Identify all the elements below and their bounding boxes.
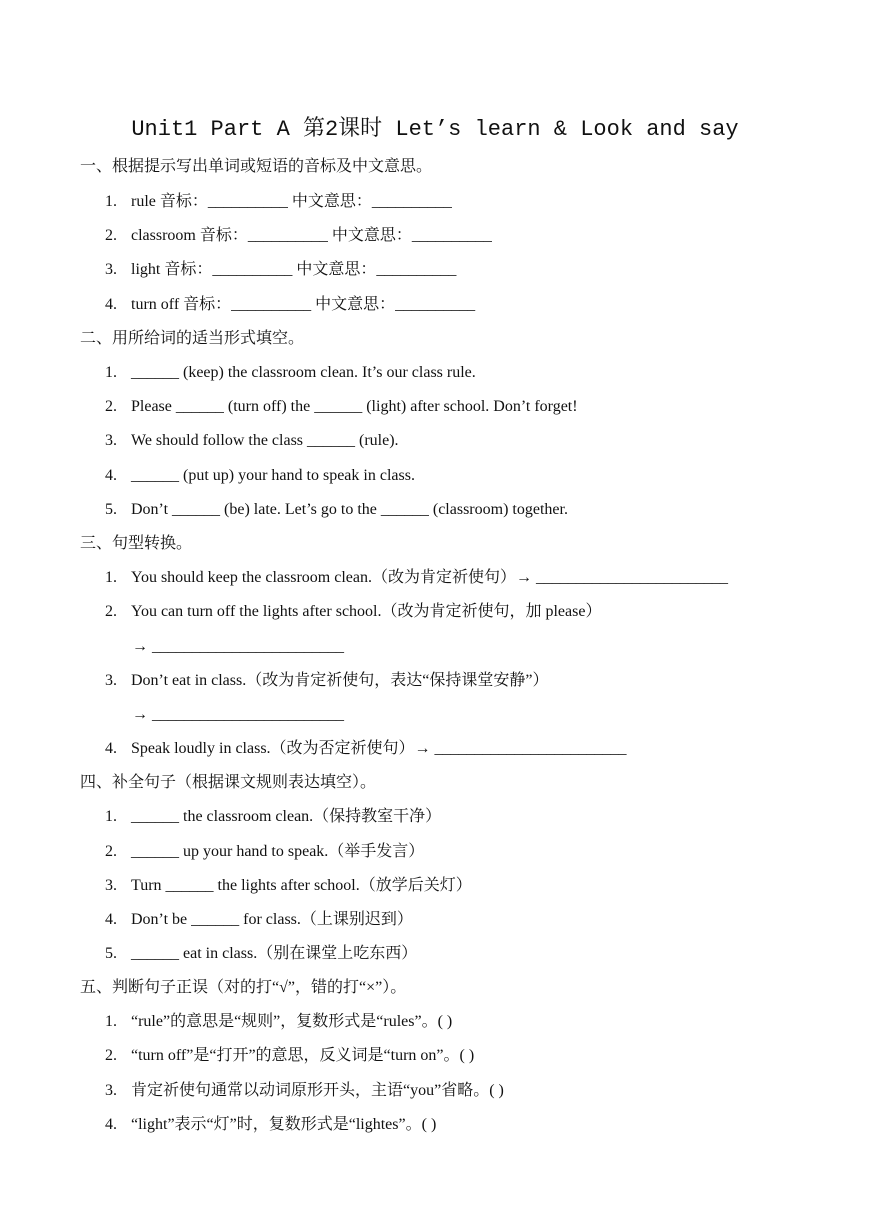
list-item <box>105 875 472 897</box>
item-number: 2. <box>105 843 117 860</box>
item-number: 3. <box>105 432 117 449</box>
list-item <box>105 191 452 213</box>
list-item <box>105 430 399 452</box>
item-text: light 音标：__________ 中文意思：__________ <box>131 261 457 278</box>
item-number: 1. <box>105 364 117 381</box>
answer-line: → ________________________ <box>132 638 344 655</box>
item-number: 1. <box>105 1013 117 1030</box>
item-number: 3. <box>105 261 117 278</box>
item-number: 4. <box>105 467 117 484</box>
item-number: 5. <box>105 501 117 518</box>
item-text: Turn ______ the lights after school.（放学后关灯） <box>131 877 472 894</box>
list-item <box>105 499 568 521</box>
item-number: 3. <box>105 672 117 689</box>
list-item <box>105 294 475 316</box>
item-number: 5. <box>105 945 117 962</box>
item-text: Don’t eat in class.（改为肯定祈使句，表达“保持课堂安静”） <box>131 672 549 689</box>
item-text: ______ the classroom clean.（保持教室干净） <box>131 808 442 825</box>
item-text: ______ eat in class.（别在课堂上吃东西） <box>131 945 418 962</box>
item-text: 肯定祈使句通常以动词原形开头，主语“you”省略。( ) <box>131 1082 504 1099</box>
item-text: Please ______ (turn off) the ______ (light) after school. Don’t forget! <box>131 398 578 415</box>
item-number: 4. <box>105 911 117 928</box>
list-item <box>105 362 476 384</box>
section-5-heading: 五、判断句子正误（对的打“√”，错的打“×”）。 <box>80 979 407 996</box>
item-number: 2. <box>105 398 117 415</box>
item-number: 1. <box>105 808 117 825</box>
answer-line: → ________________________ <box>132 706 344 723</box>
section-4-heading: 四、补全句子（根据课文规则表达填空）。 <box>80 774 377 791</box>
item-text: “turn off”是“打开”的意思，反义词是“turn on”。( ) <box>131 1047 475 1064</box>
section-2-heading: 二、用所给词的适当形式填空。 <box>80 330 305 347</box>
list-item <box>105 841 424 863</box>
item-number: 3. <box>105 877 117 894</box>
list-item <box>105 225 492 247</box>
item-number: 4. <box>105 1116 117 1133</box>
item-text: ______ up your hand to speak.（举手发言） <box>131 843 425 860</box>
section-1-heading: 一、根据提示写出单词或短语的音标及中文意思。 <box>80 158 433 175</box>
list-item <box>105 670 548 692</box>
page-title: Unit1 Part A 第2课时 Let’s learn & Look and say <box>131 117 739 142</box>
item-number: 2. <box>105 603 117 620</box>
item-text: rule 音标：__________ 中文意思：__________ <box>131 193 452 210</box>
list-item <box>105 738 627 760</box>
item-text: You should keep the classroom clean.（改为肯定祈使句）→ ________________________ <box>131 569 729 586</box>
item-number: 1. <box>105 193 117 210</box>
item-text: Speak loudly in class.（改为否定祈使句）→ ________________________ <box>131 740 627 757</box>
item-text: ______ (keep) the classroom clean. It’s our class rule. <box>131 364 476 381</box>
list-item <box>105 806 441 828</box>
list-item <box>105 601 601 623</box>
list-item <box>105 259 456 281</box>
item-number: 4. <box>105 740 117 757</box>
item-text: turn off 音标：__________ 中文意思：__________ <box>131 296 476 313</box>
list-item <box>105 1114 436 1136</box>
list-item <box>105 909 413 931</box>
list-item <box>105 567 728 589</box>
list-item <box>105 1080 504 1102</box>
item-text: Don’t be ______ for class.（上课别迟到） <box>131 911 413 928</box>
section-3-heading: 三、句型转换。 <box>80 535 193 552</box>
item-text: We should follow the class ______ (rule). <box>131 432 399 449</box>
item-number: 2. <box>105 227 117 244</box>
list-item <box>105 465 415 487</box>
list-item <box>105 1011 452 1033</box>
item-text: ______ (put up) your hand to speak in class. <box>131 467 415 484</box>
item-text: Don’t ______ (be) late. Let’s go to the ______ (classroom) together. <box>131 501 568 518</box>
item-number: 1. <box>105 569 117 586</box>
list-item <box>105 1045 474 1067</box>
item-text: classroom 音标：__________ 中文意思：__________ <box>131 227 492 244</box>
item-number: 4. <box>105 296 117 313</box>
list-item <box>105 396 578 418</box>
item-text: “light”表示“灯”时，复数形式是“lightes”。( ) <box>131 1116 437 1133</box>
item-number: 3. <box>105 1082 117 1099</box>
list-item <box>105 943 417 965</box>
item-number: 2. <box>105 1047 117 1064</box>
item-text: You can turn off the lights after school.（改为肯定祈使句，加 please） <box>131 603 602 620</box>
item-text: “rule”的意思是“规则”，复数形式是“rules”。( ) <box>131 1013 453 1030</box>
